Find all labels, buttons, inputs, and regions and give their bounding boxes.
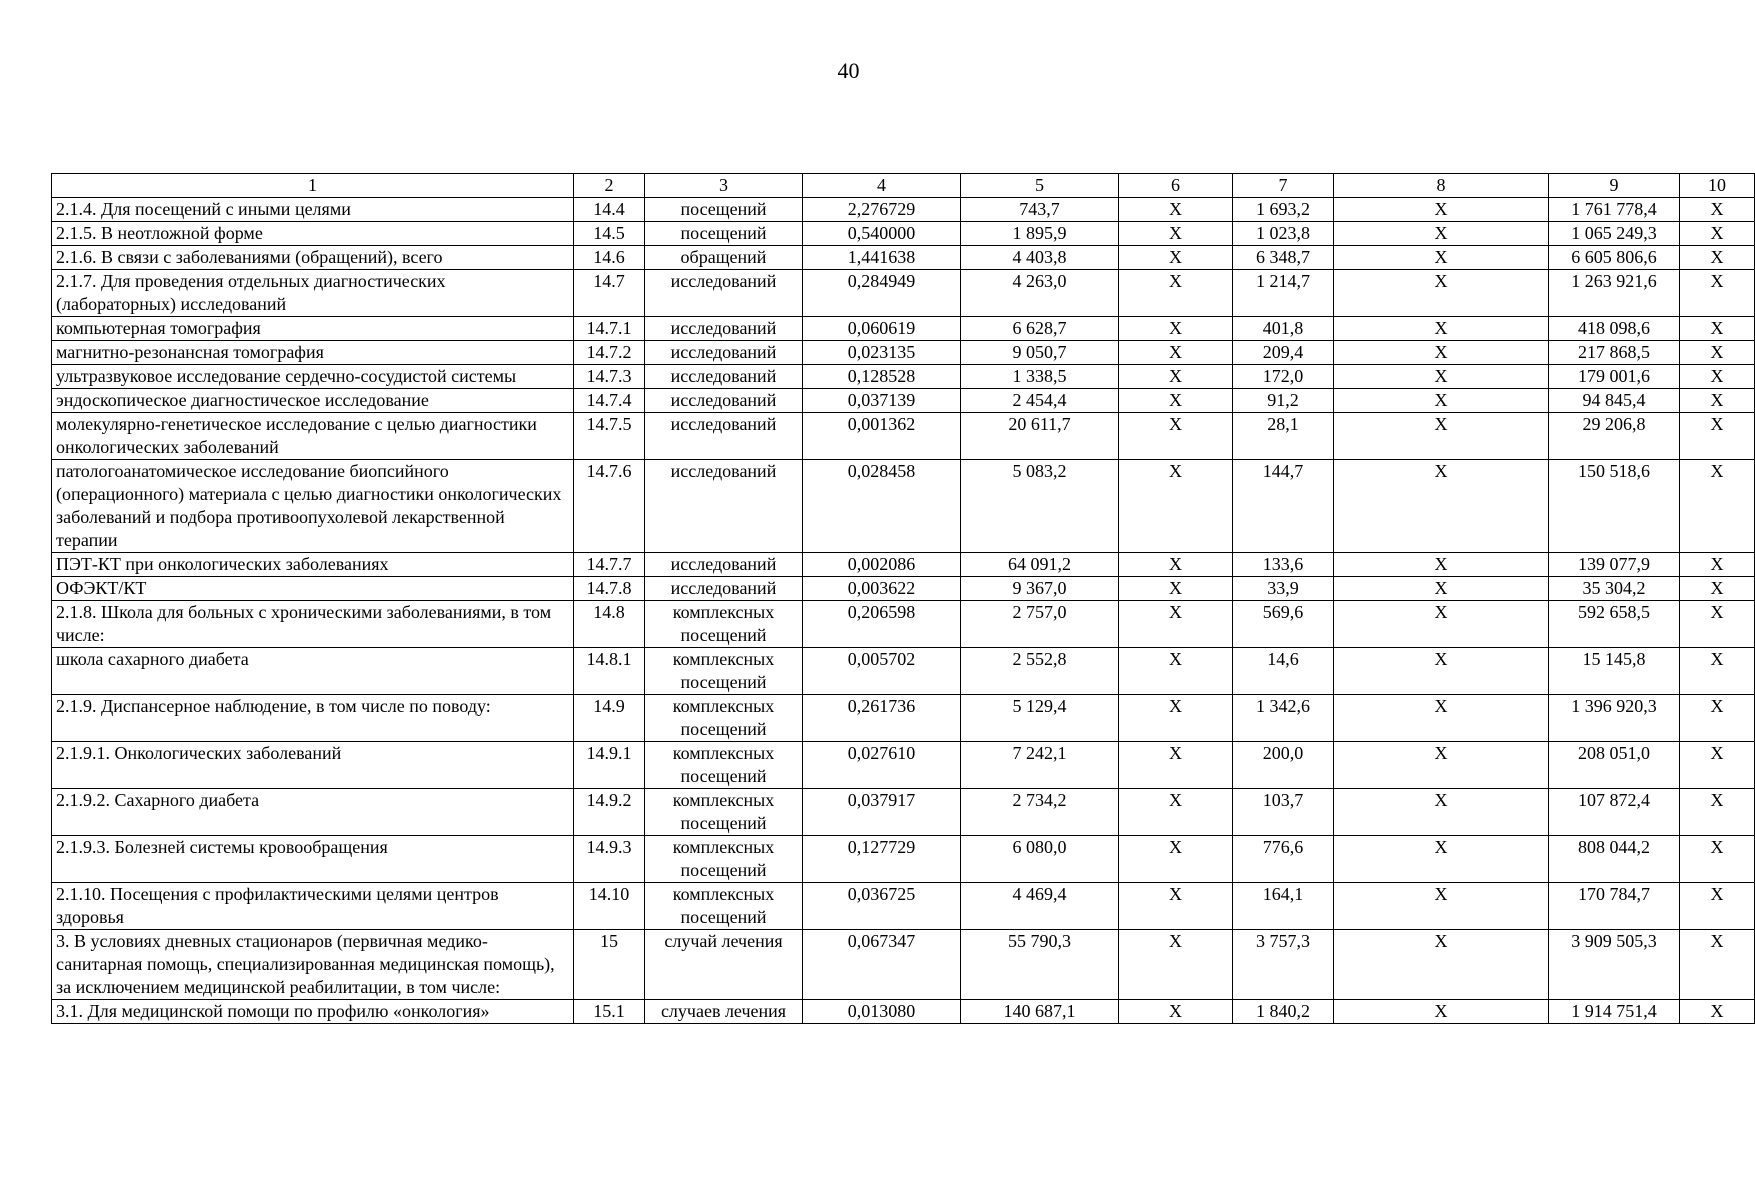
table-cell: X <box>1680 789 1755 836</box>
table-cell: 14.8 <box>574 601 645 648</box>
row-label: 2.1.10. Посещения с профилактическими целями центров здоровья <box>52 883 574 930</box>
table-cell: X <box>1334 742 1549 789</box>
table-cell: 1 263 921,6 <box>1549 270 1680 317</box>
table-cell: X <box>1119 930 1233 1000</box>
header-cell: 5 <box>961 174 1119 198</box>
table-cell: 4 263,0 <box>961 270 1119 317</box>
table-cell: X <box>1334 413 1549 460</box>
table-cell: 1 023,8 <box>1233 222 1334 246</box>
table-cell: 1 840,2 <box>1233 1000 1334 1024</box>
table-cell: 0,037917 <box>803 789 961 836</box>
table-row <box>52 270 1755 317</box>
table-cell: исследований <box>645 317 803 341</box>
table-cell: X <box>1119 389 1233 413</box>
table-cell: X <box>1334 341 1549 365</box>
row-label: 2.1.5. В неотложной форме <box>52 222 574 246</box>
table-cell: обращений <box>645 246 803 270</box>
table-cell: 15 <box>574 930 645 1000</box>
table-cell: 4 403,8 <box>961 246 1119 270</box>
table-cell: X <box>1680 601 1755 648</box>
table-cell: комплексных посещений <box>645 742 803 789</box>
table-cell: 0,037139 <box>803 389 961 413</box>
row-label: патологоанатомическое исследование биопсийного (операционного) материала с целью диагностики онкологических заболеваний и подбора противоопухолевой лекарственной терапии <box>52 460 574 553</box>
table-row <box>52 317 1755 341</box>
header-cell: 1 <box>52 174 574 198</box>
table-cell: 15.1 <box>574 1000 645 1024</box>
table-row <box>52 1000 1755 1024</box>
table-cell: посещений <box>645 198 803 222</box>
table-cell: 0,005702 <box>803 648 961 695</box>
table-cell: 14.7.2 <box>574 341 645 365</box>
table-cell: 418 098,6 <box>1549 317 1680 341</box>
table-cell: 2,276729 <box>803 198 961 222</box>
row-label: магнитно-резонансная томография <box>52 341 574 365</box>
table-cell: 170 784,7 <box>1549 883 1680 930</box>
table-cell: X <box>1119 577 1233 601</box>
table-cell: 0,127729 <box>803 836 961 883</box>
table-cell: X <box>1119 695 1233 742</box>
table-cell: 14.5 <box>574 222 645 246</box>
table-cell: X <box>1680 198 1755 222</box>
table-row <box>52 577 1755 601</box>
table-cell: 209,4 <box>1233 341 1334 365</box>
table-cell: 0,003622 <box>803 577 961 601</box>
table-cell: X <box>1680 460 1755 553</box>
table-cell: 14.8.1 <box>574 648 645 695</box>
table-cell: 1 396 920,3 <box>1549 695 1680 742</box>
table-cell: X <box>1680 270 1755 317</box>
row-label: компьютерная томография <box>52 317 574 341</box>
table-cell: исследований <box>645 365 803 389</box>
page-number: 40 <box>837 58 860 83</box>
table-cell: 776,6 <box>1233 836 1334 883</box>
table-cell: 55 790,3 <box>961 930 1119 1000</box>
table-row <box>52 648 1755 695</box>
header-cell: 10 <box>1680 174 1755 198</box>
table-cell: X <box>1680 836 1755 883</box>
table-cell: X <box>1334 460 1549 553</box>
header-cell: 9 <box>1549 174 1680 198</box>
table-cell: 35 304,2 <box>1549 577 1680 601</box>
table-cell: 1 761 778,4 <box>1549 198 1680 222</box>
table-cell: 2 757,0 <box>961 601 1119 648</box>
table-row <box>52 883 1755 930</box>
table-cell: X <box>1680 365 1755 389</box>
table-cell: 14.7.7 <box>574 553 645 577</box>
table-cell: 1 342,6 <box>1233 695 1334 742</box>
row-label: ультразвуковое исследование сердечно-сосудистой системы <box>52 365 574 389</box>
table-cell: X <box>1334 577 1549 601</box>
table-cell: 28,1 <box>1233 413 1334 460</box>
table-cell: X <box>1334 883 1549 930</box>
table-cell: X <box>1119 317 1233 341</box>
table-cell: 140 687,1 <box>961 1000 1119 1024</box>
table-cell: исследований <box>645 460 803 553</box>
table-cell: X <box>1119 460 1233 553</box>
table-cell: X <box>1119 246 1233 270</box>
table-cell: 6 605 806,6 <box>1549 246 1680 270</box>
header-cell: 6 <box>1119 174 1233 198</box>
table-cell: 20 611,7 <box>961 413 1119 460</box>
table-cell: 0,013080 <box>803 1000 961 1024</box>
table-cell: X <box>1680 341 1755 365</box>
table-cell: 0,540000 <box>803 222 961 246</box>
table-cell: 743,7 <box>961 198 1119 222</box>
table-cell: исследований <box>645 270 803 317</box>
table-cell: 14.7.8 <box>574 577 645 601</box>
table-cell: X <box>1334 553 1549 577</box>
header-cell: 3 <box>645 174 803 198</box>
table-cell: 14.7.3 <box>574 365 645 389</box>
table-cell: комплексных посещений <box>645 695 803 742</box>
table-cell: 1 693,2 <box>1233 198 1334 222</box>
table-cell: 0,284949 <box>803 270 961 317</box>
table-cell: исследований <box>645 577 803 601</box>
table-cell: X <box>1119 789 1233 836</box>
row-label: 2.1.9.3. Болезней системы кровообращения <box>52 836 574 883</box>
table-cell: 14.10 <box>574 883 645 930</box>
row-label: 2.1.9.2. Сахарного диабета <box>52 789 574 836</box>
table-cell: X <box>1680 222 1755 246</box>
table-cell: исследований <box>645 553 803 577</box>
table-cell: 91,2 <box>1233 389 1334 413</box>
table-cell: X <box>1334 695 1549 742</box>
table-cell: 0,028458 <box>803 460 961 553</box>
table-cell: 0,027610 <box>803 742 961 789</box>
table-cell: 0,023135 <box>803 341 961 365</box>
table-cell: 592 658,5 <box>1549 601 1680 648</box>
table-row <box>52 930 1755 1000</box>
table-cell: 2 454,4 <box>961 389 1119 413</box>
table-row <box>52 742 1755 789</box>
table-cell: X <box>1119 413 1233 460</box>
table-cell: 14.9 <box>574 695 645 742</box>
row-label: 3.1. Для медицинской помощи по профилю «онкология» <box>52 1000 574 1024</box>
table-cell: X <box>1334 317 1549 341</box>
table-cell: комплексных посещений <box>645 836 803 883</box>
table-row <box>52 413 1755 460</box>
table-cell: 7 242,1 <box>961 742 1119 789</box>
table-row <box>52 198 1755 222</box>
table-cell: X <box>1119 883 1233 930</box>
table-cell: 150 518,6 <box>1549 460 1680 553</box>
table-cell: X <box>1119 553 1233 577</box>
table-cell: исследований <box>645 413 803 460</box>
table-cell: 5 129,4 <box>961 695 1119 742</box>
table-cell: 401,8 <box>1233 317 1334 341</box>
header-row <box>52 174 1755 198</box>
table-cell: X <box>1334 198 1549 222</box>
table-cell: X <box>1680 648 1755 695</box>
table-cell: посещений <box>645 222 803 246</box>
table-cell: 5 083,2 <box>961 460 1119 553</box>
table-cell: 94 845,4 <box>1549 389 1680 413</box>
table-cell: 14.4 <box>574 198 645 222</box>
table-cell: 0,206598 <box>803 601 961 648</box>
table-cell: 172,0 <box>1233 365 1334 389</box>
header-cell: 2 <box>574 174 645 198</box>
table-cell: комплексных посещений <box>645 648 803 695</box>
table-cell: X <box>1680 317 1755 341</box>
row-label: ОФЭКТ/КТ <box>52 577 574 601</box>
table-cell: 0,036725 <box>803 883 961 930</box>
row-label: 3. В условиях дневных стационаров (первичная медико-санитарная помощь, специализированная медицинская помощь), за исключением медицинской реабилитации, в том числе: <box>52 930 574 1000</box>
table-cell: 1 914 751,4 <box>1549 1000 1680 1024</box>
table-row <box>52 553 1755 577</box>
table-cell: X <box>1119 365 1233 389</box>
table-cell: X <box>1334 601 1549 648</box>
table-cell: 0,060619 <box>803 317 961 341</box>
table-cell: 33,9 <box>1233 577 1334 601</box>
table-cell: 0,001362 <box>803 413 961 460</box>
table-row <box>52 222 1755 246</box>
table-cell: 6 348,7 <box>1233 246 1334 270</box>
table-cell: 15 145,8 <box>1549 648 1680 695</box>
row-label: школа сахарного диабета <box>52 648 574 695</box>
row-label: ПЭТ-КТ при онкологических заболеваниях <box>52 553 574 577</box>
table-cell: 103,7 <box>1233 789 1334 836</box>
table-cell: X <box>1680 577 1755 601</box>
table-cell: X <box>1680 695 1755 742</box>
table-row <box>52 460 1755 553</box>
table-cell: X <box>1119 1000 1233 1024</box>
table-row <box>52 389 1755 413</box>
table-cell: X <box>1119 198 1233 222</box>
table-cell: 217 868,5 <box>1549 341 1680 365</box>
table-cell: 6 628,7 <box>961 317 1119 341</box>
table-cell: 0,002086 <box>803 553 961 577</box>
table-cell: 164,1 <box>1233 883 1334 930</box>
table-cell: 14.6 <box>574 246 645 270</box>
table-cell: случаев лечения <box>645 1000 803 1024</box>
table-cell: 139 077,9 <box>1549 553 1680 577</box>
row-label: 2.1.4. Для посещений с иными целями <box>52 198 574 222</box>
table-cell: 179 001,6 <box>1549 365 1680 389</box>
table-cell: 200,0 <box>1233 742 1334 789</box>
table-cell: 107 872,4 <box>1549 789 1680 836</box>
table-cell: 1,441638 <box>803 246 961 270</box>
table-cell: X <box>1119 270 1233 317</box>
table-cell: 14.7.1 <box>574 317 645 341</box>
table-row <box>52 601 1755 648</box>
table-cell: 808 044,2 <box>1549 836 1680 883</box>
table-cell: 64 091,2 <box>961 553 1119 577</box>
table-cell: X <box>1680 930 1755 1000</box>
header-cell: 7 <box>1233 174 1334 198</box>
table-cell: 0,128528 <box>803 365 961 389</box>
table-cell: X <box>1334 648 1549 695</box>
table-cell: 1 895,9 <box>961 222 1119 246</box>
table-cell: X <box>1680 742 1755 789</box>
table-cell: X <box>1680 1000 1755 1024</box>
table-cell: X <box>1334 1000 1549 1024</box>
row-label: 2.1.9. Диспансерное наблюдение, в том числе по поводу: <box>52 695 574 742</box>
table-cell: X <box>1119 648 1233 695</box>
table-cell: X <box>1680 553 1755 577</box>
table-cell: X <box>1334 389 1549 413</box>
table-cell: 1 338,5 <box>961 365 1119 389</box>
row-label: 2.1.7. Для проведения отдельных диагностических (лабораторных) исследований <box>52 270 574 317</box>
table-cell: 3 757,3 <box>1233 930 1334 1000</box>
table-row <box>52 789 1755 836</box>
table-cell: комплексных посещений <box>645 789 803 836</box>
table-cell: 14.7 <box>574 270 645 317</box>
table-row <box>52 341 1755 365</box>
table-cell: X <box>1680 883 1755 930</box>
row-label: 2.1.8. Школа для больных с хроническими заболеваниями, в том числе: <box>52 601 574 648</box>
table-row <box>52 365 1755 389</box>
table-cell: комплексных посещений <box>645 883 803 930</box>
table-cell: 14.9.2 <box>574 789 645 836</box>
table-cell: X <box>1680 413 1755 460</box>
table-cell: 2 734,2 <box>961 789 1119 836</box>
table-cell: X <box>1680 389 1755 413</box>
table-row <box>52 246 1755 270</box>
table-cell: 133,6 <box>1233 553 1334 577</box>
table-cell: X <box>1680 246 1755 270</box>
table-cell: X <box>1119 341 1233 365</box>
table-cell: X <box>1334 246 1549 270</box>
data-table <box>51 173 1755 1024</box>
table-cell: X <box>1334 836 1549 883</box>
table-cell: 569,6 <box>1233 601 1334 648</box>
table-cell: 1 065 249,3 <box>1549 222 1680 246</box>
table-cell: X <box>1334 789 1549 836</box>
table-cell: 29 206,8 <box>1549 413 1680 460</box>
table-cell: 2 552,8 <box>961 648 1119 695</box>
table-cell: комплексных посещений <box>645 601 803 648</box>
table-cell: 9 050,7 <box>961 341 1119 365</box>
table-row <box>52 695 1755 742</box>
table-cell: X <box>1119 601 1233 648</box>
header-cell: 8 <box>1334 174 1549 198</box>
table-cell: X <box>1334 365 1549 389</box>
row-label: молекулярно-генетическое исследование с целью диагностики онкологических заболеваний <box>52 413 574 460</box>
table-cell: исследований <box>645 389 803 413</box>
row-label: 2.1.6. В связи с заболеваниями (обращений), всего <box>52 246 574 270</box>
table-cell: 14,6 <box>1233 648 1334 695</box>
table-cell: 1 214,7 <box>1233 270 1334 317</box>
table-cell: X <box>1334 270 1549 317</box>
row-label: 2.1.9.1. Онкологических заболеваний <box>52 742 574 789</box>
table-cell: 3 909 505,3 <box>1549 930 1680 1000</box>
table-cell: X <box>1334 222 1549 246</box>
table-cell: 14.9.3 <box>574 836 645 883</box>
table-cell: 14.7.5 <box>574 413 645 460</box>
table-cell: 0,067347 <box>803 930 961 1000</box>
header-cell: 4 <box>803 174 961 198</box>
table-cell: 6 080,0 <box>961 836 1119 883</box>
table-cell: 14.7.6 <box>574 460 645 553</box>
table-cell: X <box>1334 930 1549 1000</box>
table-row <box>52 836 1755 883</box>
table-cell: 144,7 <box>1233 460 1334 553</box>
table-cell: X <box>1119 742 1233 789</box>
table-cell: X <box>1119 222 1233 246</box>
table-cell: 4 469,4 <box>961 883 1119 930</box>
table-cell: случай лечения <box>645 930 803 1000</box>
table-cell: 14.7.4 <box>574 389 645 413</box>
table-cell: X <box>1119 836 1233 883</box>
table-cell: 9 367,0 <box>961 577 1119 601</box>
table-cell: исследований <box>645 341 803 365</box>
row-label: эндоскопическое диагностическое исследование <box>52 389 574 413</box>
table-cell: 0,261736 <box>803 695 961 742</box>
table-cell: 208 051,0 <box>1549 742 1680 789</box>
table-cell: 14.9.1 <box>574 742 645 789</box>
